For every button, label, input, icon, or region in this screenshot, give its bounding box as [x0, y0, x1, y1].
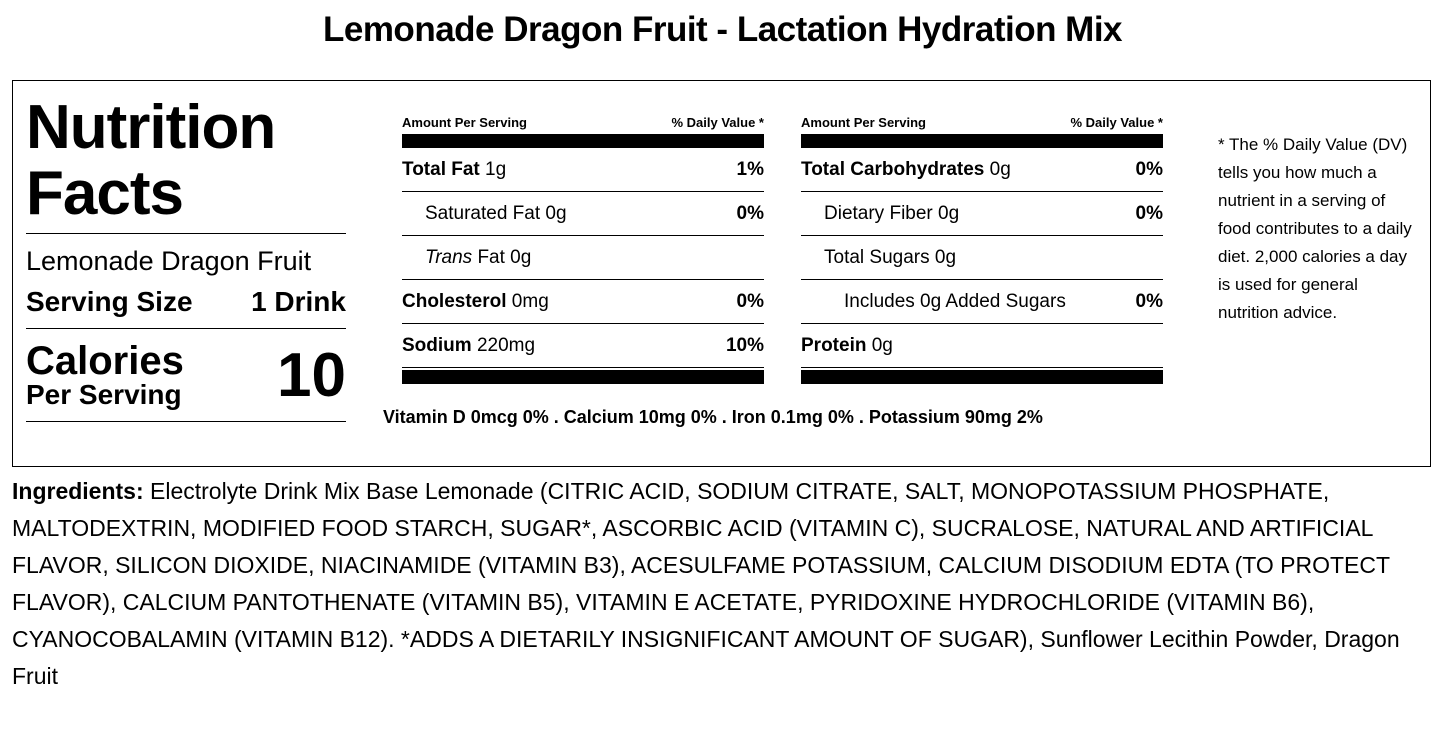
- nutrient-name: Includes 0g Added Sugars: [844, 290, 1066, 312]
- nutrient-dv: 0%: [736, 290, 764, 312]
- nutrient-name: Sodium: [402, 334, 472, 356]
- label-left-column: [26, 95, 346, 422]
- nutrient-row-saturated-fat: [402, 192, 764, 236]
- serving-size-row: [26, 282, 346, 322]
- nutrient-table-1: [402, 115, 764, 384]
- nutrient-dv: 0%: [1135, 290, 1163, 312]
- header-amount: Amount Per Serving: [801, 115, 926, 130]
- header-daily-value: % Daily Value *: [1070, 115, 1163, 130]
- nutrient-dv: 1%: [736, 158, 764, 180]
- header-amount: Amount Per Serving: [402, 115, 527, 130]
- nutrient-name: Cholesterol: [402, 290, 507, 312]
- nutrient-name: Total Sugars: [824, 246, 930, 268]
- nutrient-row-total-fat: [402, 148, 764, 192]
- heading-line-2: Facts: [26, 159, 183, 228]
- nutrient-name: Dietary Fiber: [824, 202, 933, 224]
- nutrient-row-sodium: [402, 324, 764, 368]
- thick-bar: [402, 370, 764, 384]
- nutrient-amount: 220mg: [471, 334, 536, 356]
- serving-size-value: 1 Drink: [251, 286, 346, 317]
- nutrient-amount: 0g: [866, 334, 893, 356]
- nutrient-row-added-sugars: [801, 280, 1163, 324]
- page-title: Lemonade Dragon Fruit - Lactation Hydration Mix: [322, 10, 1123, 49]
- calories-sublabel: Per Serving: [26, 379, 182, 410]
- nutrient-row-cholesterol: [402, 280, 764, 324]
- nutrient-row-total-sugars: [801, 236, 1163, 280]
- thick-bar: [402, 134, 764, 148]
- ingredients-statement: [12, 473, 1432, 695]
- calories-row: [26, 329, 346, 421]
- nutrient-name: Protein: [801, 334, 867, 356]
- nutrient-row-total-carbohydrates: [801, 148, 1163, 192]
- header-daily-value: % Daily Value *: [671, 115, 764, 130]
- calories-label-group: [26, 341, 184, 409]
- calories-value: 10: [277, 340, 346, 410]
- table-header: [801, 115, 1163, 131]
- nutrient-dv: 10%: [725, 334, 764, 356]
- calories-label: Calories: [26, 339, 184, 383]
- thick-bar: [801, 370, 1163, 384]
- vitamins-minerals-line: Vitamin D 0mcg 0% . Calcium 10mg 0% . Iron 0.1mg 0% . Potassium 90mg 2%: [383, 407, 1043, 427]
- nutrient-amount: 0g: [984, 158, 1011, 180]
- divider: [26, 233, 346, 234]
- daily-value-footnote: * The % Daily Value (DV) tells you how much a nutrient in a serving of food contributes to a daily diet. 2,000 calories a day is used for general nutrition advice.: [1218, 135, 1412, 322]
- serving-size-label: Serving Size: [26, 286, 193, 317]
- nutrient-name: Total Fat: [402, 158, 480, 180]
- nutrient-name: Saturated Fat: [425, 202, 541, 224]
- ingredients-text: Electrolyte Drink Mix Base Lemonade (CITRIC ACID, SODIUM CITRATE, SALT, MONOPOTASSIUM PHOSPHATE, MALTODEXTRIN, MODIFIED FOOD STARCH, SUGAR*, ASCORBIC ACID (VITAMIN C), SUCRALOSE, NATURAL AND ARTIFICIAL FLAVOR, SILICON DIOXIDE, NIACINAMIDE (VITAMIN B3), ACESULFAME POTASSIUM, CALCIUM DISODIUM EDTA (TO PROTECT FLAVOR), CALCIUM PANTOTHENATE (VITAMIN B5), VITAMIN E ACETATE, PYRIDOXINE HYDROCHLORIDE (VITAMIN B6), CYANOCOBALAMIN (VITAMIN B12). *ADDS A DIETARILY INSIGNIFICANT AMOUNT OF SUGAR), Sunflower Lecithin Powder, Dragon Fruit: [12, 478, 1400, 689]
- nutrient-table-2: [801, 115, 1163, 384]
- nutrient-dv: 0%: [1135, 202, 1163, 224]
- nutrient-amount: 0g: [540, 202, 567, 224]
- nutrition-facts-heading: [26, 95, 346, 227]
- nutrition-label: [12, 80, 1431, 467]
- divider: [26, 421, 346, 422]
- table-header: [402, 115, 764, 131]
- ingredients-label: Ingredients:: [12, 478, 144, 504]
- nutrient-dv: 0%: [1135, 158, 1163, 180]
- nutrient-amount: 0g: [929, 246, 957, 268]
- product-name: Lemonade Dragon Fruit: [26, 246, 312, 276]
- nutrient-amount: 0mg: [506, 290, 549, 312]
- nutrient-dv: 0%: [736, 202, 764, 224]
- nutrient-amount: 0g: [932, 202, 960, 224]
- heading-line-1: Nutrition: [26, 93, 276, 162]
- thick-bar: [801, 134, 1163, 148]
- nutrient-row-trans-fat: [402, 236, 764, 280]
- nutrient-name: Total Carbohydrates: [801, 158, 985, 180]
- nutrient-amount: 1g: [479, 158, 507, 180]
- nutrient-amount: Fat 0g: [472, 246, 532, 268]
- nutrient-row-dietary-fiber: [801, 192, 1163, 236]
- nutrient-row-protein: [801, 324, 1163, 368]
- nutrient-name: Trans: [425, 246, 473, 268]
